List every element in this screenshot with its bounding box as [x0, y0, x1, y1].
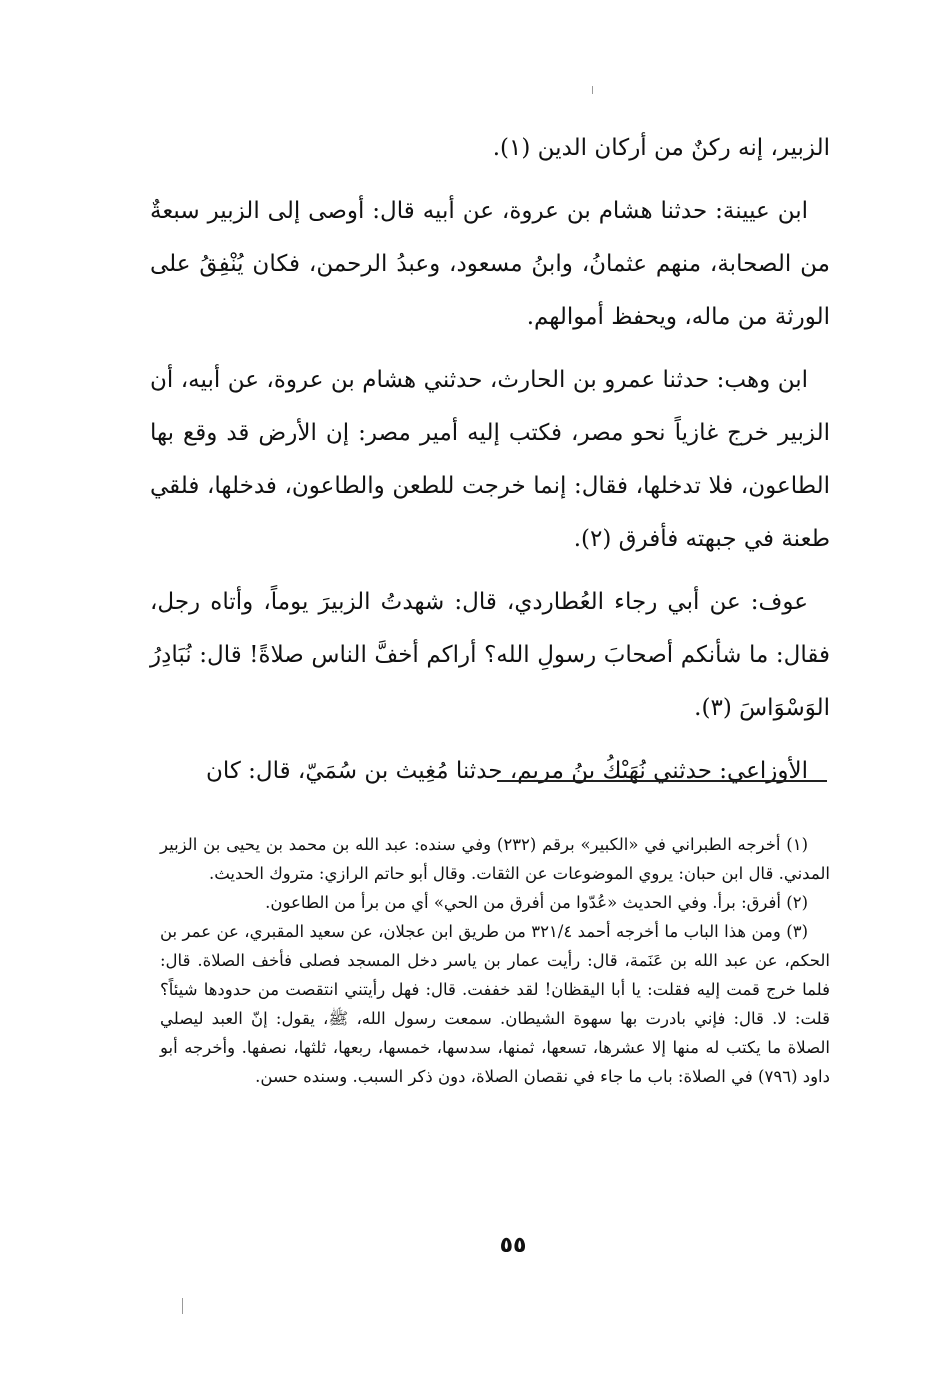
scan-speck — [592, 86, 593, 94]
paragraph-4: عوف: عن أبي رجاء العُطاردي، قال: شهدتُ الزبيرَ يوماً، وأتاه رجل، فقال: ما شأنكم أصحابَ رسولِ الله؟ أراكم أخفَّ الناس صلاةً! قال: نُبَادِرُ الوَسْوَاسَ (٣). — [150, 589, 830, 721]
scan-speck — [182, 1298, 183, 1314]
paragraph-1: الزبير، إنه ركنٌ من أركان الدين (١). — [492, 135, 830, 161]
paragraph-2: ابن عيينة: حدثنا هشام بن عروة، عن أبيه قال: أوصى إلى الزبير سبعةٌ من الصحابة، منهم عثمانُ، وابنُ مسعود، وعبدُ الرحمن، فكان يُنْفِقُ على الورثة من ماله، ويحفظ أموالهم. — [150, 198, 830, 330]
paragraph-3: ابن وهب: حدثنا عمرو بن الحارث، حدثني هشام بن عروة، عن أبيه، أن الزبير خرج غازياً نحو مصر، فكتب إليه أمير مصر: إن الأرض قد وقع بها الطاعون، فلا تدخلها، فقال: إنما خرجت للطعن والطاعون، فدخلها، فلقي طعنة في جبهته فأفرق (٢). — [150, 367, 830, 552]
main-text — [150, 122, 830, 808]
footnote-2: (٢) أفرق: برأ. وفي الحديث «عُدّوا من أفرق من الحي» أي من برأ من الطاعون. — [265, 893, 808, 912]
footnote-separator — [497, 780, 827, 782]
page-number: ٥٥ — [499, 1233, 527, 1258]
footnote-3: (٣) ومن هذا الباب ما أخرجه أحمد ٣٢١/٤ من طريق ابن عجلان، عن سعيد المقبري، عن عمر بن الحكم، عن عبد الله بن عَنَمة، قال: رأيت عمار بن ياسر دخل المسجد فصلى فأخف الصلاة. قال: فلما خرج قمت إليه فقلت: يا أبا اليقظان! لقد خففت. قال: فهل رأيتني انتقصت من حدودها شيئاً؟ قلت: لا. قال: فإني بادرت بها سهوة الشيطان. سمعت رسول الله، ﷺ، يقول: إنّ العبد ليصلي الصلاة ما يكتب له منها إلا عشرها، تسعها، ثمنها، سدسها، خمسها، ربعها، ثلثها، نصفها. وأخرجه أبو داود (٧٩٦) في الصلاة: باب ما جاء في نقصان الصلاة، دون ذكر السبب. وسنده حسن. — [160, 922, 830, 1086]
footnote-1: (١) أخرجه الطبراني في «الكبير» برقم (٢٣٢) وفي سنده: عبد الله بن محمد بن يحيى بن الزبير المدني. قال ابن حبان: يروي الموضوعات عن الثقات. وقال أبو حاتم الرازي: متروك الحديث. — [160, 835, 830, 883]
footnotes — [160, 830, 830, 1091]
paragraph-5: الأوزاعي: حدثني نُهَيْكُ بنُ مريم، حدثنا مُغِيث بن سُمَيّ، قال: كان — [205, 758, 808, 784]
